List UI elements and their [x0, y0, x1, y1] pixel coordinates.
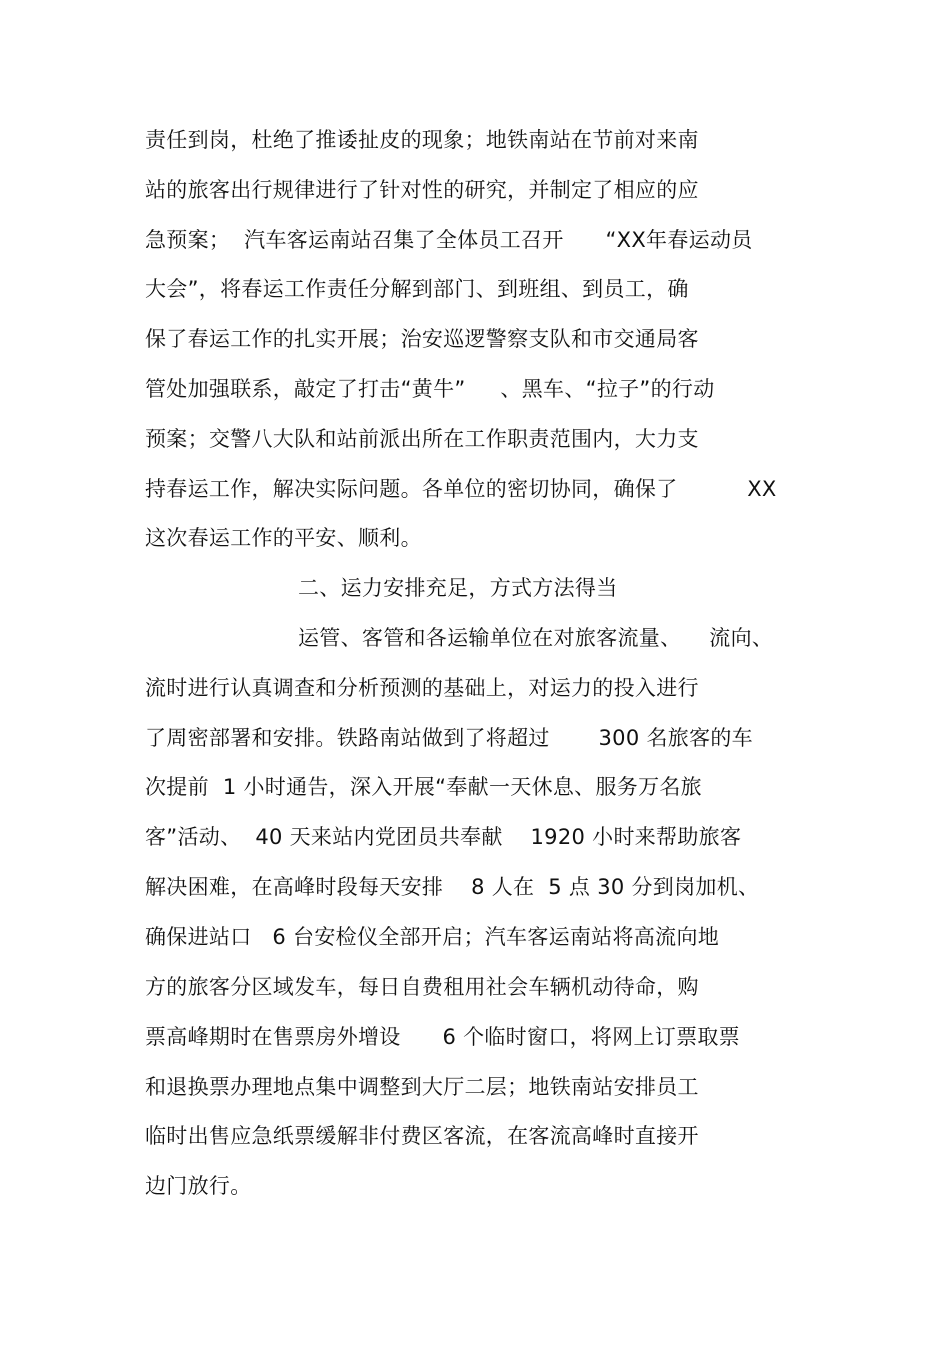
text-line: 持春运工作，解决实际问题。各单位的密切协同，确保了 XX	[145, 477, 777, 501]
text-line: 方的旅客分区域发车，每日自费租用社会车辆机动待命，购	[145, 975, 699, 999]
text-line: 确保进站口 6 台安检仪全部开启；汽车客运南站将高流向地	[145, 925, 720, 949]
section-heading: 二、运力安排充足，方式方法得当	[298, 576, 618, 600]
paragraph-first-line: 运管、客管和各运输单位在对旅客流量、 流向、	[298, 626, 774, 650]
text-line: 票高峰期时在售票房外增设 6 个临时窗口，将网上订票取票	[145, 1025, 740, 1049]
text-line: 大会”，将春运工作责任分解到部门、到班组、到员工，确	[145, 277, 689, 301]
text-line: 临时出售应急纸票缓解非付费区客流，在客流高峰时直接开	[145, 1124, 699, 1148]
text-line: 和退换票办理地点集中调整到大厅二层；地铁南站安排员工	[145, 1075, 699, 1099]
text-line: 边门放行。	[145, 1174, 252, 1198]
text-line: 保了春运工作的扎实开展；治安巡逻警察支队和市交通局客	[145, 327, 699, 351]
text-line: 次提前 1 小时通告，深入开展“奉献一天休息、服务万名旅	[145, 775, 702, 799]
text-line: 这次春运工作的平安、顺利。	[145, 526, 422, 550]
text-line: 预案；交警八大队和站前派出所在工作职责范围内，大力支	[145, 427, 699, 451]
text-line: 急预案； 汽车客运南站召集了全体员工召开 “XX年春运动员	[145, 228, 753, 252]
text-line: 责任到岗，杜绝了推诿扯皮的现象；地铁南站在节前对来南	[145, 128, 699, 152]
text-line: 客”活动、 40 天来站内党团员共奉献 1920 小时来帮助旅客	[145, 825, 742, 849]
text-line: 站的旅客出行规律进行了针对性的研究，并制定了相应的应	[145, 178, 699, 202]
text-line: 管处加强联系，敲定了打击“黄牛” 、黑车、“拉子”的行动	[145, 377, 715, 401]
text-line: 流时进行认真调查和分析预测的基础上，对运力的投入进行	[145, 676, 699, 700]
text-line: 解决困难，在高峰时段每天安排 8 人在 5 点 30 分到岗加机、	[145, 875, 760, 899]
text-line: 了周密部署和安排。铁路南站做到了将超过 300 名旅客的车	[145, 726, 753, 750]
